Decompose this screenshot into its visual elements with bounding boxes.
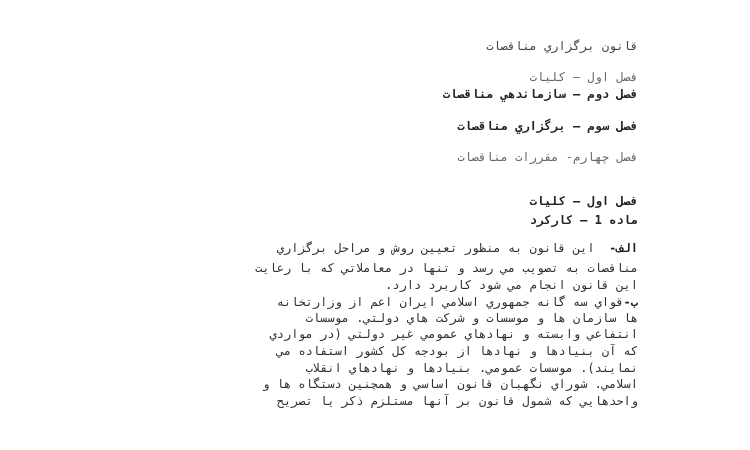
clause-b-line-6: اسلامي. شوراي نگهبان قانون اساسي و همچنين دستگاه ها و: [262, 377, 638, 391]
clause-b-line-1: [277, 294, 638, 310]
clause-b-line-5: نمايند). موسسات عمومي. بنيادها و نهادهاي انقلاب: [305, 361, 638, 375]
clause-b-line-3: انتفاعي وابسته و نهادهاي عمومي غير دولتي (در مواردي: [269, 327, 638, 341]
clause-a-line-1: [277, 240, 638, 256]
clause-b-text: قواي سه گانه جمهوري اسلامي ايران اعم از وزارتخانه: [276, 295, 624, 309]
toc-item-chapter-2: فصل دوم – سازماندهي مناقصات: [442, 87, 638, 101]
document-title: قانون برگزاري مناقصات: [486, 39, 638, 53]
clause-b-line-4: كه آن بنيادها و نهادها از بودجه كل كشور استفاده مي: [276, 344, 638, 358]
clause-a-label: الف-: [609, 241, 638, 255]
clause-b-line-2: ها سازمان ها و موسسات و شركت هاي دولتي. موسسات: [305, 311, 638, 325]
section-heading: فصل اول – كليات: [529, 194, 638, 208]
article-heading: ماده 1 – كاركرد: [529, 213, 638, 227]
toc-item-chapter-3: فصل سوم – برگزاري مناقصات: [457, 119, 638, 133]
clause-a-line-3: اين قانون انجام مي شود كاربرد دارد.: [385, 278, 638, 292]
toc-item-chapter-4: فصل چهارم- مقررات مناقصات: [457, 150, 638, 164]
clause-b-label: ب-: [623, 295, 638, 309]
clause-b-line-7: واحدهايي كه شمول قانون بر آنها مستلزم ذكر يا تصريح: [276, 394, 638, 408]
clause-a-text: اين قانون به منظور تعيين روش و مراحل برگزاري: [276, 241, 595, 255]
clause-a-line-2: مناقصات به تصويب مي رسد و تنها در معاملاتي كه با رعايت: [255, 261, 638, 275]
toc-item-chapter-1: فصل اول – كليات: [529, 70, 638, 84]
